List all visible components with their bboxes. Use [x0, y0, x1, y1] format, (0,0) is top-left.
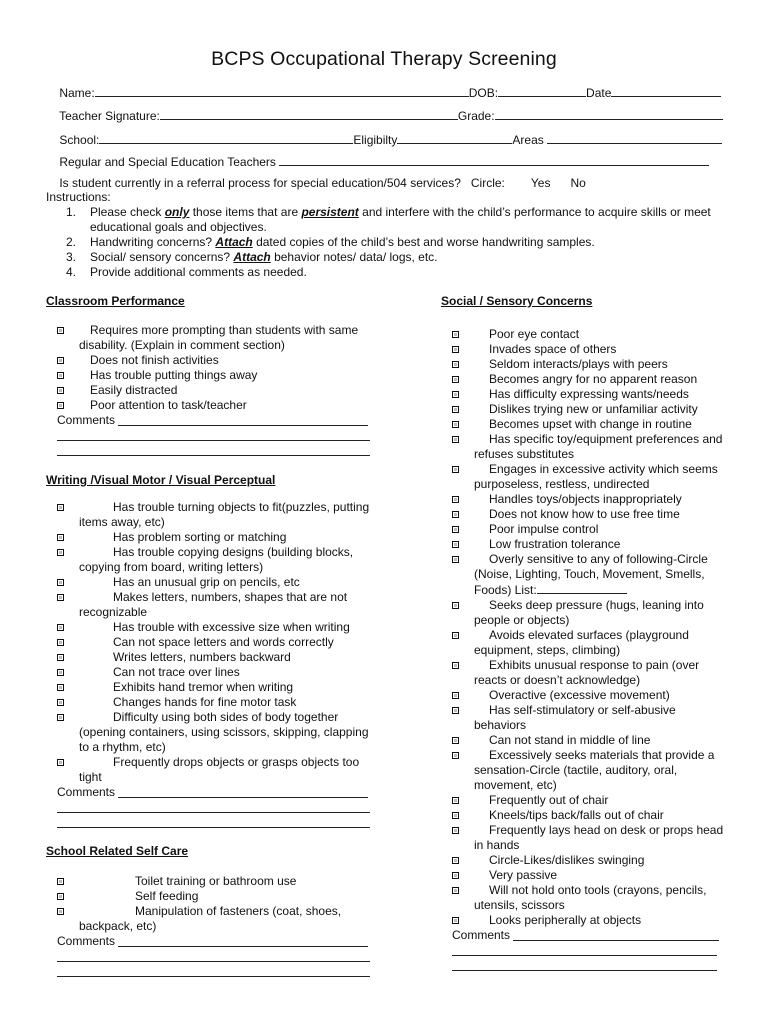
checkbox-item[interactable]: Has trouble with excessive size when writing [46, 620, 376, 635]
checkbox-icon[interactable] [57, 654, 64, 661]
checkbox-item[interactable]: Requires more prompting than students with same disability. (Explain in comment section) [46, 323, 376, 353]
checkbox-item[interactable]: Has trouble copying designs (building blocks, copying from board, writing letters) [46, 545, 376, 575]
checkbox-item[interactable]: Overactive (excessive movement) [441, 688, 731, 703]
checkbox-item[interactable]: Has specific toy/equipment preferences and refuses substitutes [441, 432, 731, 462]
checkbox-item[interactable]: Seldom interacts/plays with peers [441, 357, 731, 372]
checkbox-icon[interactable] [452, 556, 459, 563]
circle-label: Circle: [470, 176, 505, 190]
social-list [441, 327, 731, 973]
checkbox-icon[interactable] [57, 878, 64, 885]
checkbox-icon[interactable] [452, 496, 459, 503]
checkbox-item[interactable]: Becomes upset with change in routine [441, 417, 731, 432]
checkbox-item[interactable]: Has difficulty expressing wants/needs [441, 387, 731, 402]
checkbox-icon[interactable] [452, 406, 459, 413]
checkbox-item[interactable]: Has trouble turning objects to fit(puzzles, putting items away, etc) [46, 500, 376, 530]
checkbox-item[interactable]: Frequently out of chair [441, 793, 731, 808]
checkbox-item[interactable]: Manipulation of fasteners (coat, shoes, backpack, etc) [46, 904, 376, 934]
eligibility-label: Eligibilty [353, 133, 398, 147]
classroom-list [46, 323, 376, 458]
checkbox-icon[interactable] [57, 594, 64, 601]
referral-question: Is student currently in a referral process for special education/504 services? [59, 176, 461, 190]
checkbox-icon[interactable] [57, 402, 64, 409]
checkbox-icon[interactable] [452, 812, 459, 819]
checkbox-item[interactable]: Dislikes trying new or unfamiliar activity [441, 402, 731, 417]
no-option[interactable]: No [570, 176, 586, 190]
instructions-list [46, 205, 718, 280]
checkbox-icon[interactable] [57, 327, 64, 334]
instruction-item: 4. Provide additional comments as needed. [66, 265, 307, 279]
checkbox-item[interactable]: Frequently drops objects or grasps objects too tight [46, 755, 376, 785]
checkbox-item[interactable]: Invades space of others [441, 342, 731, 357]
checkbox-icon[interactable] [452, 331, 459, 338]
selfcare-heading: School Related Self Care [46, 844, 189, 858]
list-field[interactable] [537, 582, 627, 594]
form-title: BCPS Occupational Therapy Screening [211, 48, 557, 70]
checkbox-icon[interactable] [57, 699, 64, 706]
checkbox-icon[interactable] [452, 632, 459, 639]
comments-rule[interactable] [441, 958, 731, 973]
classroom-heading: Classroom Performance [46, 294, 185, 308]
checkbox-item[interactable]: Does not know how to use free time [441, 507, 731, 522]
checkbox-item[interactable]: Poor impulse control [441, 522, 731, 537]
checkbox-item[interactable]: Handles toys/objects inappropriately [441, 492, 731, 507]
checkbox-item[interactable]: Changes hands for fine motor task [46, 695, 376, 710]
comments-line[interactable]: Comments [46, 413, 376, 428]
comments-rule[interactable] [441, 943, 731, 958]
checkbox-icon[interactable] [57, 387, 64, 394]
referral-row [46, 161, 586, 206]
selfcare-list [46, 874, 376, 979]
comments-rule[interactable] [46, 443, 376, 458]
checkbox-icon[interactable] [57, 714, 64, 721]
checkbox-icon[interactable] [452, 376, 459, 383]
areas-label: Areas [512, 133, 544, 147]
checkbox-icon[interactable] [452, 737, 459, 744]
checkbox-item[interactable]: Very passive [441, 868, 731, 883]
checkbox-item[interactable]: Frequently lays head on desk or props head in hands [441, 823, 731, 853]
instruction-item: 3. Social/ sensory concerns? Attach behavior notes/ data/ logs, etc. [66, 250, 438, 264]
checkbox-icon[interactable] [57, 357, 64, 364]
checkbox-icon[interactable] [452, 887, 459, 894]
social-heading: Social / Sensory Concerns [441, 294, 593, 308]
school-label: School: [59, 133, 100, 147]
checkbox-item[interactable]: Will not hold onto tools (crayons, pencils, utensils, scissors [441, 883, 731, 913]
checkbox-item[interactable]: Has an unusual grip on pencils, etc [46, 575, 376, 590]
checkbox-item[interactable]: Overly sensitive to any of following-Circle (Noise, Lighting, Touch, Movement, Smells, Foods) List: [441, 552, 731, 598]
checkbox-item[interactable]: Easily distracted [46, 383, 376, 398]
comments-rule[interactable] [46, 428, 376, 443]
yes-option[interactable]: Yes [530, 176, 551, 190]
checkbox-icon[interactable] [452, 917, 459, 924]
checkbox-icon[interactable] [57, 669, 64, 676]
checkbox-item[interactable]: Writes letters, numbers backward [46, 650, 376, 665]
checkbox-item[interactable]: Looks peripherally at objects [441, 913, 731, 928]
checkbox-icon[interactable] [452, 692, 459, 699]
checkbox-item[interactable]: Can not stand in middle of line [441, 733, 731, 748]
checkbox-icon[interactable] [452, 857, 459, 864]
comments-rule[interactable] [46, 815, 376, 830]
checkbox-icon[interactable] [452, 526, 459, 533]
checkbox-icon[interactable] [57, 624, 64, 631]
checkbox-item[interactable]: Poor attention to task/teacher [46, 398, 376, 413]
checkbox-icon[interactable] [57, 579, 64, 586]
checkbox-icon[interactable] [57, 684, 64, 691]
checkbox-item[interactable]: Self feeding [46, 889, 376, 904]
checkbox-icon[interactable] [452, 346, 459, 353]
checkbox-item[interactable]: Makes letters, numbers, shapes that are not recognizable [46, 590, 376, 620]
checkbox-icon[interactable] [57, 372, 64, 379]
checkbox-item[interactable]: Poor eye contact [441, 327, 731, 342]
comments-rule[interactable] [46, 964, 376, 979]
instruction-item: 1. Please check only those items that are persistent and interfere with the child’s performance to acquire skills or meet educational goals and objectives. [66, 205, 711, 234]
checkbox-item[interactable]: Exhibits unusual response to pain (over reacts or doesn’t acknowledge) [441, 658, 731, 688]
comments-line[interactable]: Comments [46, 934, 376, 949]
date-label: Date [586, 86, 612, 100]
checkbox-icon[interactable] [452, 872, 459, 879]
checkbox-icon[interactable] [452, 662, 459, 669]
checkbox-icon[interactable] [452, 391, 459, 398]
writing-heading: Writing /Visual Motor / Visual Perceptual [46, 473, 276, 487]
checkbox-item[interactable]: Kneels/tips back/falls out of chair [441, 808, 731, 823]
checkbox-icon[interactable] [452, 797, 459, 804]
teacher-signature-label: Teacher Signature: [59, 109, 160, 123]
checkbox-icon[interactable] [57, 893, 64, 900]
checkbox-icon[interactable] [452, 436, 459, 443]
checkbox-item[interactable]: Can not space letters and words correctly [46, 635, 376, 650]
comments-rule[interactable] [46, 800, 376, 815]
checkbox-icon[interactable] [452, 421, 459, 428]
teachers-label: Regular and Special Education Teachers [59, 155, 276, 169]
checkbox-icon[interactable] [452, 466, 459, 473]
instructions-heading: Instructions: [46, 190, 111, 204]
checkbox-icon[interactable] [452, 752, 459, 759]
checkbox-item[interactable]: Excessively seeks materials that provide a sensation-Circle (tactile, auditory, oral, movement, etc) [441, 748, 731, 793]
checkbox-item[interactable]: Has problem sorting or matching [46, 530, 376, 545]
checkbox-item[interactable]: Seeks deep pressure (hugs, leaning into people or objects) [441, 598, 731, 628]
grade-label: Grade: [457, 109, 495, 123]
checkbox-item[interactable]: Avoids elevated surfaces (playground equipment, steps, climbing) [441, 628, 731, 658]
checkbox-icon[interactable] [57, 504, 64, 511]
checkbox-icon[interactable] [452, 361, 459, 368]
checkbox-item[interactable]: Has self-stimulatory or self-abusive behaviors [441, 703, 731, 733]
comments-line[interactable]: Comments [441, 928, 731, 943]
checkbox-item[interactable]: Engages in excessive activity which seems purposeless, restless, undirected [441, 462, 731, 492]
checkbox-icon[interactable] [452, 511, 459, 518]
checkbox-icon[interactable] [57, 908, 64, 915]
dob-label: DOB: [468, 86, 499, 100]
checkbox-icon[interactable] [57, 534, 64, 541]
checkbox-item[interactable]: Difficulty using both sides of body together (opening containers, using scissors, skipping, clapping to a rhythm, etc) [46, 710, 376, 755]
comments-line[interactable]: Comments [46, 785, 376, 800]
checkbox-icon[interactable] [452, 541, 459, 548]
checkbox-item[interactable]: Exhibits hand tremor when writing [46, 680, 376, 695]
name-label: Name: [59, 86, 95, 100]
checkbox-icon[interactable] [452, 827, 459, 834]
checkbox-icon[interactable] [57, 639, 64, 646]
checkbox-item[interactable]: Has trouble putting things away [46, 368, 376, 383]
checkbox-icon[interactable] [57, 549, 64, 556]
checkbox-item[interactable]: Can not trace over lines [46, 665, 376, 680]
checkbox-item[interactable]: Does not finish activities [46, 353, 376, 368]
checkbox-item[interactable]: Toilet training or bathroom use [46, 874, 376, 889]
checkbox-item[interactable]: Circle-Likes/dislikes swinging [441, 853, 731, 868]
checkbox-icon[interactable] [452, 707, 459, 714]
checkbox-item[interactable]: Becomes angry for no apparent reason [441, 372, 731, 387]
instruction-item: 2. Handwriting concerns? Attach dated copies of the child’s best and worse handwriting samples. [66, 235, 595, 249]
checkbox-icon[interactable] [452, 602, 459, 609]
checkbox-icon[interactable] [57, 759, 64, 766]
writing-list [46, 500, 376, 830]
comments-rule[interactable] [46, 949, 376, 964]
checkbox-item[interactable]: Low frustration tolerance [441, 537, 731, 552]
